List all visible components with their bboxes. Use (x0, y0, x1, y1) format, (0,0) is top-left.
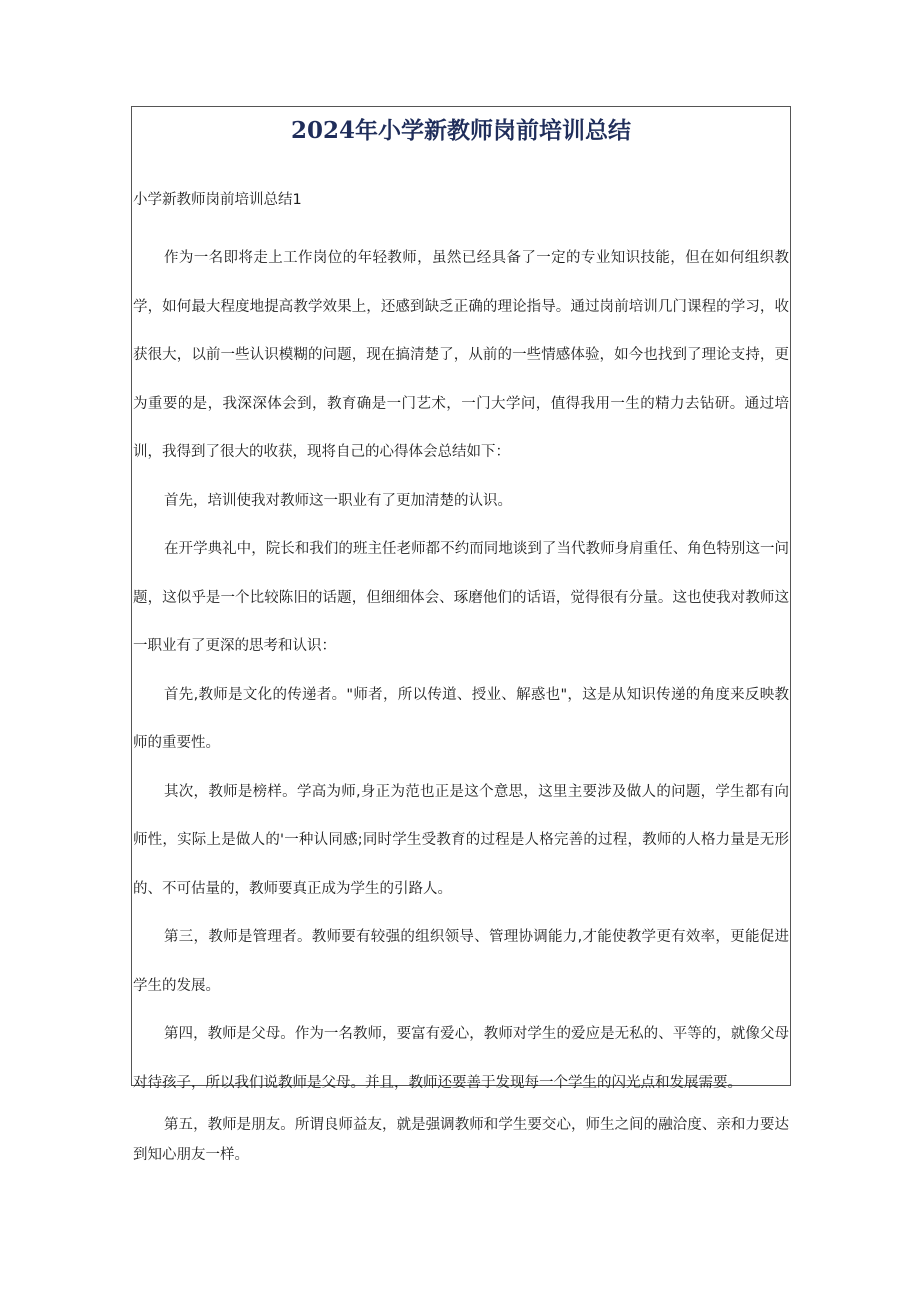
paragraph-culture-transmitter: 首先,教师是文化的传递者。"师者，所以传道、授业、解惑也"，这是从知识传递的角度来反映教师的重要性。 (133, 686, 789, 751)
paragraph-first-point: 首先，培训使我对教师这一职业有了更加清楚的认识。 (164, 492, 512, 509)
section-heading: 小学新教师岗前培训总结1 (133, 192, 302, 208)
paragraph-role-model: 其次，教师是榜样。学高为师,身正为范也正是这个意思，这里主要涉及做人的问题，学生都有向师性，实际上是做人的'一种认同感;同时学生受教育的过程是人格完善的过程，教师的人格力量是无形的、不可估量的，教师要真正成为学生的引路人。 (133, 783, 789, 897)
document-body (133, 234, 789, 1107)
document-title: 2024年小学新教师岗前培训总结 (290, 117, 631, 144)
paragraph-parent: 第四，教师是父母。作为一名教师，要富有爱心，教师对学生的爱应是无私的、平等的，就像父母对待孩子，所以我们说教师是父母。并且，教师还要善于发现每一个学生的闪光点和发展需要。 (133, 1026, 789, 1091)
paragraph-opening-ceremony: 在开学典礼中，院长和我们的班主任老师都不约而同地谈到了当代教师身肩重任、角色特别这一问题，这似乎是一个比较陈旧的话题，但细细体会、琢磨他们的话语，觉得很有分量。这也使我对教师这一职业有了更深的思考和认识： (133, 541, 789, 654)
paragraph-manager: 第三，教师是管理者。教师要有较强的组织领导、管理协调能力,才能使教学更有效率，更能促进学生的发展。 (133, 929, 789, 994)
paragraph-intro: 作为一名即将走上工作岗位的年轻教师，虽然已经具备了一定的专业知识技能，但在如何组织教学，如何最大程度地提高教学效果上，还感到缺乏正确的理论指导。通过岗前培训几门课程的学习，收获很大，以前一些认识模糊的问题，现在搞清楚了，从前的一些情感体验，如今也找到了理论支持，更为重要的是，我深深体会到，教育确是一门艺术，一门大学问，值得我用一生的精力去钻研。通过培训，我得到了很大的收获，现将自己的心得体会总结如下： (133, 250, 789, 460)
paragraph-friend: 第五，教师是朋友。所谓良师益友，就是强调教师和学生要交心，师生之间的融洽度、亲和力要达到知心朋友一样。 (133, 1117, 789, 1163)
